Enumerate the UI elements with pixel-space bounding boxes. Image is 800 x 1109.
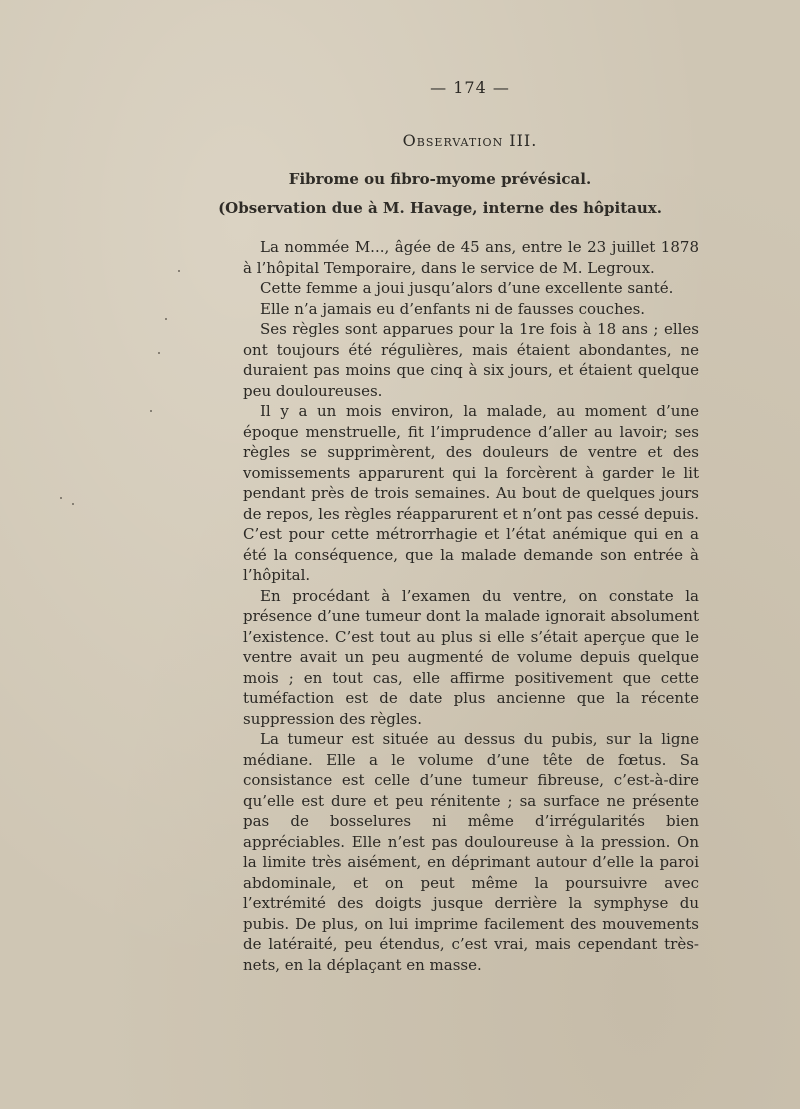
scan-speck [150, 410, 152, 412]
scan-speck [165, 318, 167, 320]
scan-speck [158, 352, 160, 354]
scan-speck [72, 503, 74, 505]
paragraph: La nommée M..., âgée de 45 ans, entre le 23 juillet 1878 à l’hôpital Temporaire, dans le service de M. Legroux. [243, 238, 699, 277]
case-attribution: (Observation due à M. Havage, interne des hôpitaux. [218, 199, 662, 217]
paragraph: La tumeur est située au dessus du pubis, sur la ligne médiane. Elle a le volume d’une tête de fœtus. Sa consistance est celle d’une tumeur fibreuse, c’est-à-dire qu’elle est dure et peu rénitente ; sa surface ne présente pas de bosselures ni même d’irrégularités bien appréciables. Elle n’est pas douloureuse à la pression. On la limite très aisément, en déprimant autour d’elle la paroi abdominale, et on peut même la poursuivre avec l’extrémité des doigts jusque derrière la symphyse du pubis. De plus, on lui imprime facilement des mouvements de latéraité, peu étendus, c’est vrai, mais cependant très-nets, en la déplaçant en masse. [243, 730, 699, 974]
paragraph: En procédant à l’examen du ventre, on constate la présence d’une tumeur dont la malade ignorait absolument l’existence. C’est tout au plus si elle s’était aperçue que le ventre avait un peu augmenté de volume depuis quelque mois ; en tout cas, elle affirme positivement que cette tuméfaction est de date plus ancienne que la récente suppression des règles. [243, 586, 699, 728]
page-number: — 174 — [430, 78, 510, 97]
paragraph: Elle n’a jamais eu d’enfants ni de fausses couches. [260, 299, 646, 318]
scan-speck [60, 497, 62, 499]
paragraph: Cette femme a joui jusqu’alors d’une excellente santé. [260, 279, 674, 297]
paragraph: Ses règles sont apparues pour la 1re fois à 18 ans ; elles ont toujours été régulières, mais étaient abondantes, ne duraient pas moins que cinq à six jours, et étaient quelque peu douloureuses. [243, 320, 699, 400]
observation-title: Observation III. [402, 131, 538, 150]
case-title: Fibrome ou fibro-myome prévésical. [288, 170, 592, 188]
paragraph: Il y a un mois environ, la malade, au moment d’une époque menstruelle, fit l’imprudence d’aller au lavoir; ses règles se supprimèrent, des douleurs de ventre et des vomissements apparurent qui la forcèrent à garder le lit pendant près de trois semaines. Au bout de quelques jours de repos, les règles réapparurent et n’ont pas cessé depuis. C’est pour cette métrorrhagie et l’état anémique qui en a été la conséquence, que la malade demande son entrée à l’hôpital. [243, 402, 699, 584]
body-text [243, 237, 699, 975]
scan-speck [178, 270, 180, 272]
